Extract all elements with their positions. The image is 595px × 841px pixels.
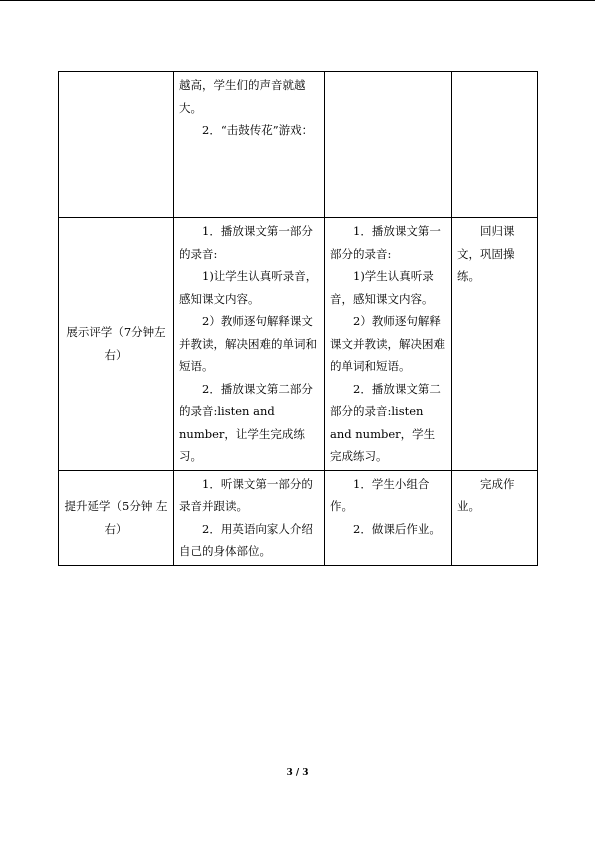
stage-label: 展示评学（7分钟左右） <box>66 325 166 362</box>
teacher-activity-cell <box>174 470 325 565</box>
header-rule <box>0 0 595 1</box>
student-step: 1)学生认真听录音，感知课文内容。 <box>330 269 434 306</box>
student-activity-cell <box>325 218 452 471</box>
stage-label: 提升延学（5分钟 左右） <box>64 499 168 536</box>
teacher-step: 1)让学生认真听录音，感知课文内容。 <box>179 269 318 306</box>
teacher-step: 2）教师逐句解释课文并教读，解决困难的单词和短语。 <box>179 314 317 373</box>
purpose-text: 回归课文，巩固操练。 <box>457 224 515 283</box>
purpose-cell <box>452 470 538 565</box>
teacher-activity-cell <box>174 218 325 471</box>
student-step: 1．播放课文第一部分的录音: <box>330 224 441 261</box>
teacher-step: 2．“击鼓传花”游戏： <box>202 123 314 137</box>
page-number: 3 / 3 <box>286 768 309 778</box>
stage-cell <box>59 470 174 565</box>
teacher-step: 2．播放课文第二部分的录音:listen and number，让学生完成练习。 <box>179 381 313 463</box>
teacher-step: 越高，学生们的声音就越大。 <box>179 78 306 115</box>
table-row <box>59 218 538 471</box>
student-step: 2．播放课文第二部分的录音:listen and number，学生完成练习。 <box>330 381 441 463</box>
student-activity-cell <box>325 72 452 218</box>
teacher-step: 1．播放课文第一部分的录音: <box>179 224 313 261</box>
table-row <box>59 72 538 218</box>
lesson-plan-table <box>58 71 538 566</box>
student-step: 1．学生小组合作。 <box>330 476 430 513</box>
purpose-cell <box>452 218 538 471</box>
teacher-step: 1．听课文第一部分的录音并跟读。 <box>179 476 313 513</box>
stage-cell <box>59 218 174 471</box>
purpose-text: 完成作业。 <box>457 476 515 513</box>
teacher-step: 2．用英语向家人介绍自己的身体部位。 <box>179 521 313 558</box>
table-row <box>59 470 538 565</box>
purpose-cell <box>452 72 538 218</box>
stage-cell <box>59 72 174 218</box>
student-activity-cell <box>325 470 452 565</box>
student-step: 2．做课后作业。 <box>353 521 441 536</box>
teacher-activity-cell <box>174 72 325 218</box>
student-step: 2）教师逐句解释课文并教读，解决困难的单词和短语。 <box>330 314 445 373</box>
